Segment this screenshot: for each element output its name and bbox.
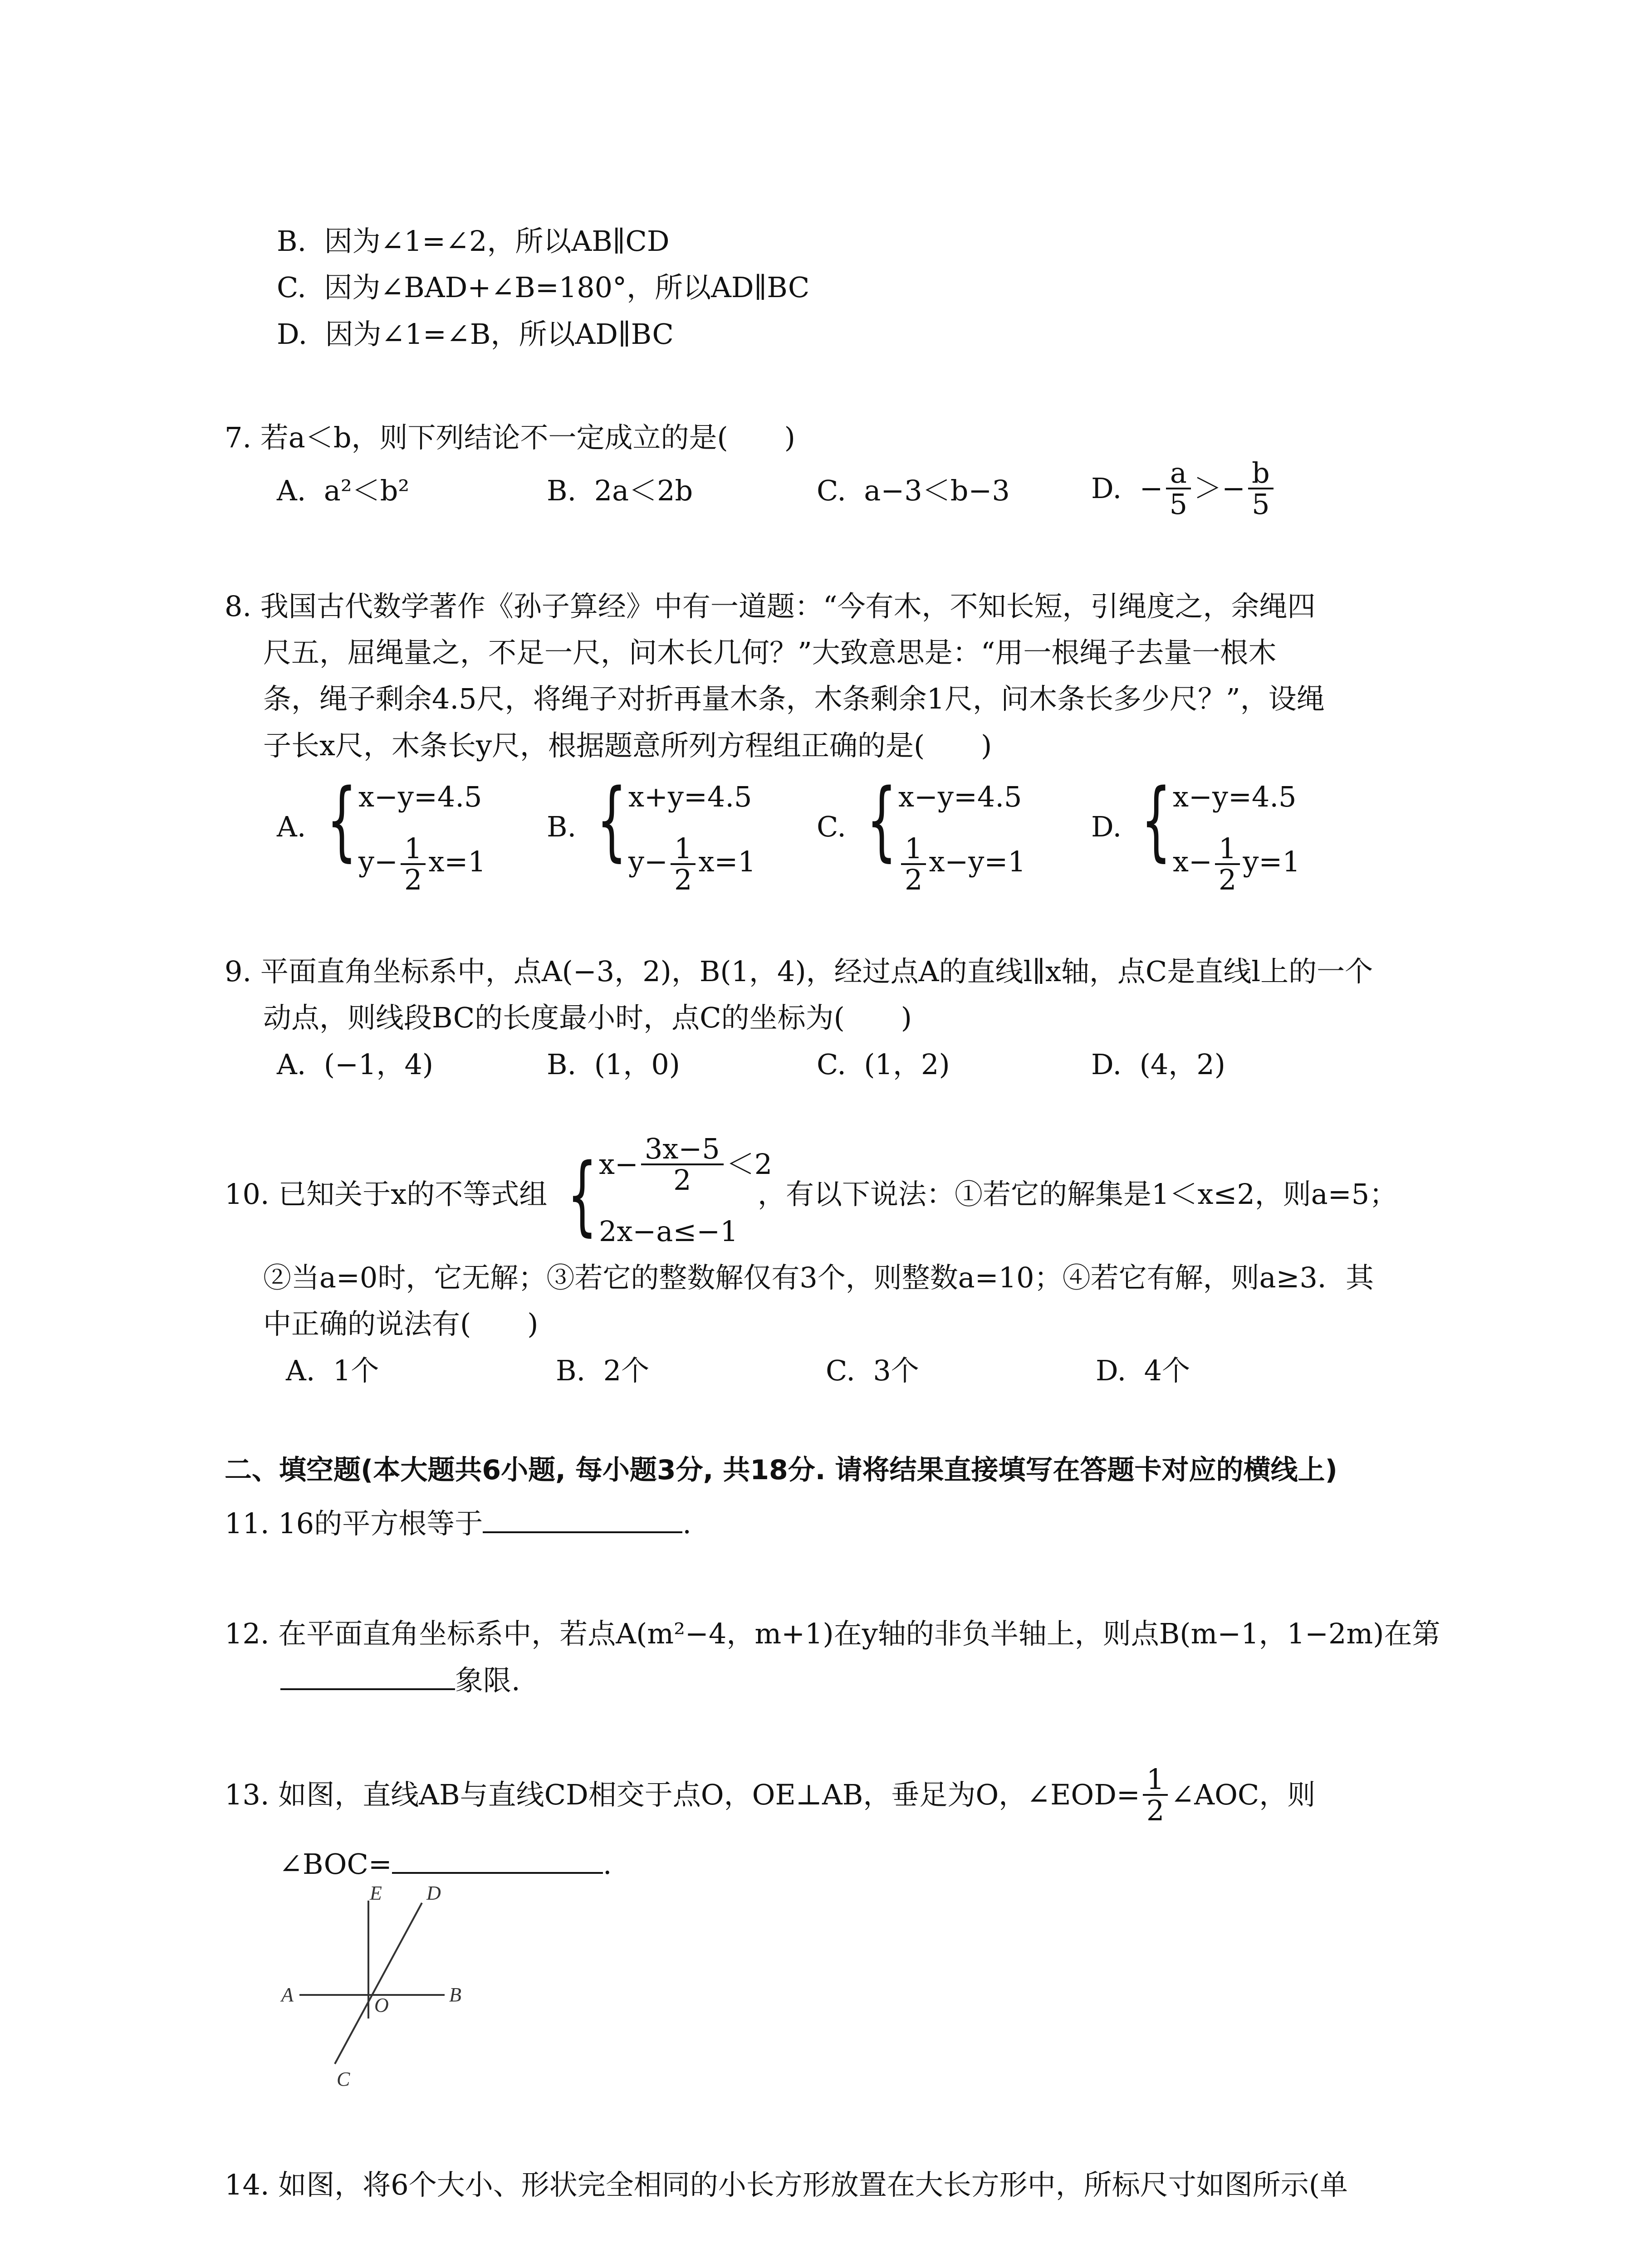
brace: { bbox=[1141, 770, 1171, 870]
q14-line-1: 14. 如图，将6个大小、形状完全相同的小长方形放置在大长方形中，所标尺寸如图所示(单 bbox=[225, 2168, 1348, 2201]
q8-line-3: 条，绳子剩余4.5尺，将绳子对折再量木条，木条剩余1尺，问木条长多少尺？”，设绳 bbox=[263, 682, 1325, 715]
q10-option-d: D. 4个 bbox=[1096, 1354, 1190, 1387]
fraction: $\frac{1}{2}$ bbox=[671, 834, 696, 894]
label-a: A bbox=[281, 1984, 294, 2006]
q10-prefix: 10. 已知关于x的不等式组 bbox=[225, 1178, 548, 1211]
q13-line-1: 13. 如图，直线AB与直线CD相交于点O，OE⊥AB，垂足为O，∠EOD= $\frac{1}{2}$ ∠AOC，则 bbox=[225, 1763, 1316, 1828]
line-cd bbox=[335, 1903, 422, 2064]
q10-option-c: C. 3个 bbox=[826, 1354, 919, 1387]
worksheet-page: B. 因为∠1=∠2，所以AB∥CD C. 因为∠BAD+∠B=180°，所以AD∥BC D. 因为∠1=∠B，所以AD∥BC 7. 若a＜b，则下列结论不一定成立的是( ) A. a²＜b² B. 2a＜2b C. a−3＜b−3 D. − $\frac{a}{5}$ ＞− $\frac{b}{5}$ 8. 我国古代数学著作《孙子算经》中有一道题：“今有木，不知长短，引绳度之，余绳四 尺五，屈绳量之，不足一尺，问木长几何？”大致意思是：“用一根绳子去量一根木 条，绳子剩余4.5尺，将绳子对折再量木条，木条剩余1尺，问木条长多少尺？”，设绳 子长x尺，木条长y尺，根据题意所列方程组正确的是( ) A. { x−y=4.5 y− $\frac{1}{2}$ x=1 B. { x+y=4.5 y− $\frac{1}{2}$ x=1 C. { x−y=4.5 $\frac{1}{2}$ x−y=1 D. { x−y=4.5 x− $\frac{1}{2}$ y=1 9. 平面直角坐标系中，点A(−3，2)，B(1，4)，经过点A的直线l∥x轴，点C是直线l上的一个 动点，则线段BC的长度最小时，点C的坐标为( ) A. (−1，4) B. (1，0) C. (1，2) D. (4，2) 10. 已知关于x的不等式组 { x− $\frac{3x-5}{2}$ ＜2 2x−a≤−1 ，有以下说法：①若它的解集是1＜x≤2，则a=5； ②当a=0时，它无解；③若它的整数解仅有3个，则整数a=10；④若它有解，则a≥3．其 中正确的说法有( ) A. 1个 B. 2个 C. 3个 D. 4个 二、填空题(本大题共6小题, 每小题3分, 共18分. 请将结果直接填写在答题卡对应的横线上) 11. 16的平方根等于 . 12. 在平面直角坐标系中，若点A(m²−4，m+1)在y轴的非负半轴上，则点B(m−1，1−2m)在第 象限. 13. 如图，直线AB与直线CD相交于点O，OE⊥AB，垂足为O，∠EOD= $\frac{1}{2}$ ∠AOC，则 ∠BOC= . E D A O B C 14. 如图，将6个大小、形状完全相同的小长方形放置在大长方形中，所标尺寸如图所示(单 bbox=[0, 0, 1641, 2268]
q6-option-d: D. 因为∠1=∠B，所以AD∥BC bbox=[277, 318, 674, 351]
answer-blank[interactable] bbox=[483, 1518, 682, 1533]
fraction: $\frac{1}{2}$ bbox=[901, 834, 926, 894]
q7-option-b: B. 2a＜2b bbox=[547, 474, 693, 507]
q10-option-b: B. 2个 bbox=[556, 1354, 650, 1387]
brace: { bbox=[567, 1145, 598, 1245]
brace: { bbox=[327, 770, 357, 870]
q10-option-a: A. 1个 bbox=[286, 1354, 379, 1387]
answer-blank[interactable] bbox=[280, 1675, 455, 1690]
label-c: C bbox=[337, 2068, 350, 2090]
label-e: E bbox=[370, 1882, 382, 1904]
q10-line-3: 中正确的说法有( ) bbox=[263, 1307, 539, 1340]
q13-line-2: ∠BOC= . bbox=[279, 1848, 612, 1881]
q9-option-a: A. (−1，4) bbox=[277, 1048, 434, 1081]
label-o: O bbox=[374, 1994, 389, 2016]
fraction: $\frac{1}{2}$ bbox=[1143, 1765, 1168, 1825]
fraction: $\frac{3x-5}{2}$ bbox=[641, 1134, 724, 1195]
q9-option-d: D. (4，2) bbox=[1091, 1048, 1225, 1081]
q12-line-1: 12. 在平面直角坐标系中，若点A(m²−4，m+1)在y轴的非负半轴上，则点B(m−1，1−2m)在第 bbox=[225, 1617, 1440, 1650]
q6-option-c: C. 因为∠BAD+∠B=180°，所以AD∥BC bbox=[277, 271, 810, 304]
q7-option-d: D. − $\frac{a}{5}$ ＞− $\frac{b}{5}$ bbox=[1091, 458, 1276, 519]
q8-line-4: 子长x尺，木条长y尺，根据题意所列方程组正确的是( ) bbox=[263, 729, 992, 762]
q8-line-1: 8. 我国古代数学著作《孙子算经》中有一道题：“今有木，不知长短，引绳度之，余绳四 bbox=[225, 590, 1316, 623]
fraction: $\frac{a}{5}$ bbox=[1166, 458, 1191, 519]
q9-option-b: B. (1，0) bbox=[547, 1048, 680, 1081]
q11: 11. 16的平方根等于 . bbox=[225, 1507, 691, 1540]
q10-line-2: ②当a=0时，它无解；③若它的整数解仅有3个，则整数a=10；④若它有解，则a≥3．其 bbox=[263, 1261, 1374, 1294]
fraction: $\frac{b}{5}$ bbox=[1248, 458, 1274, 519]
section-heading: 二、填空题(本大题共6小题, 每小题3分, 共18分. 请将结果直接填写在答题卡对应的横线上) bbox=[225, 1454, 1337, 1486]
q9-option-c: C. (1，2) bbox=[817, 1048, 950, 1081]
answer-blank[interactable] bbox=[392, 1858, 603, 1874]
label-b: B bbox=[449, 1984, 461, 2006]
intersecting-lines-figure bbox=[272, 1882, 481, 2096]
q9-line-2: 动点，则线段BC的长度最小时，点C的坐标为( ) bbox=[263, 1001, 912, 1034]
fraction: $\frac{1}{2}$ bbox=[401, 834, 426, 894]
q9-line-1: 9. 平面直角坐标系中，点A(−3，2)，B(1，4)，经过点A的直线l∥x轴，点C是直线l上的一个 bbox=[225, 955, 1373, 988]
q6-option-b: B. 因为∠1=∠2，所以AB∥CD bbox=[277, 225, 670, 258]
q7-stem: 7. 若a＜b，则下列结论不一定成立的是( ) bbox=[225, 421, 795, 454]
q8-line-2: 尺五，屈绳量之，不足一尺，问木长几何？”大致意思是：“用一根绳子去量一根木 bbox=[263, 636, 1277, 669]
q12-line-2: 象限. bbox=[280, 1664, 520, 1697]
q7-option-a: A. a²＜b² bbox=[277, 474, 410, 507]
fraction: $\frac{1}{2}$ bbox=[1215, 834, 1240, 894]
q10-statement-1: ，有以下说法：①若它的解集是1＜x≤2，则a=5； bbox=[758, 1178, 1398, 1211]
brace: { bbox=[867, 770, 897, 870]
label-d: D bbox=[426, 1882, 441, 1904]
q7-option-c: C. a−3＜b−3 bbox=[817, 474, 1010, 507]
brace: { bbox=[597, 770, 627, 870]
